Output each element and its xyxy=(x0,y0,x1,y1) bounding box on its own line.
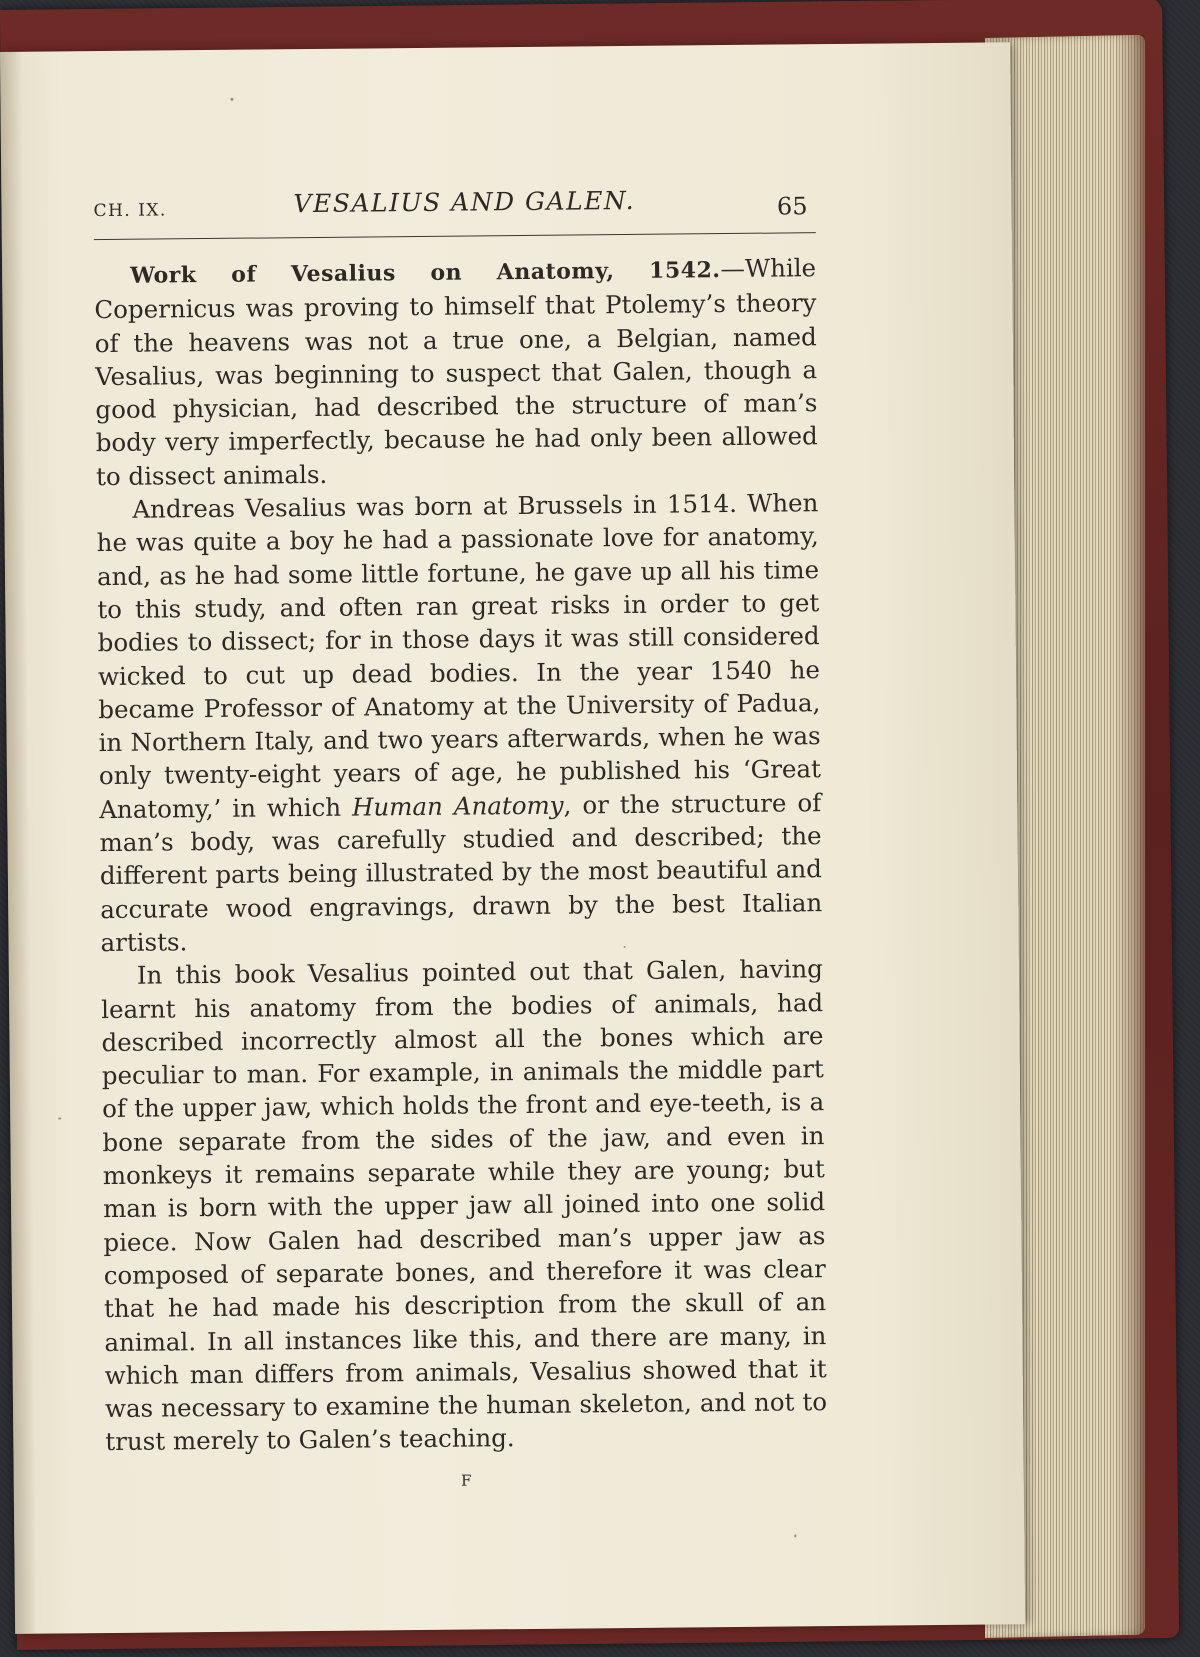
paragraph-1-text: —While Copernicus was proving to himself that Ptolemy’s theory of the heavens was not a true one, a Belgian, named Vesalius, was beginning to suspect that Galen, though a good physician, had described the structure of man’s body very imperfectly, because he had only been allowed to dissect animals. xyxy=(94,253,818,491)
running-title: VESALIUS AND GALEN. xyxy=(293,185,636,219)
paragraph-2 xyxy=(96,486,822,959)
chapter-label: CH. IX. xyxy=(93,200,167,222)
header-rule xyxy=(94,232,816,240)
page-content xyxy=(93,184,827,1493)
body-text xyxy=(94,251,827,1459)
paragraph-3-text: In this book Vesalius pointed out that Galen, having learnt his anatomy from the bodies of animals, had described incorrectly almost all the bones which are peculiar to man. For example, in animals the middle part of the upper jaw, which holds the front and eye-teeth, is a bone separate from the sides of the jaw, and even in monkeys it remains separate while they are young; but man is born with the upper jaw all joined into one solid piece. Now Galen had described man’s upper jaw as composed of separate bones, and therefore it was clear that he had made his description from the skull of an animal. In all instances like this, and there are many, in which man differs from animals, Vesalius showed that it was necessary to examine the human skeleton, and not to trust merely to Galen’s teaching. xyxy=(101,954,828,1457)
paragraph-2-text-b: , or the structure of man’s body, was carefully studied and described; the different parts being illustrated by the most beautiful and accurate wood engravings, drawn by the best Italian artists. xyxy=(99,787,823,958)
page-number: 65 xyxy=(776,192,808,221)
italic-phrase: Human Anatomy xyxy=(351,790,564,822)
running-head xyxy=(93,184,815,231)
paragraph-2-text-a: Andreas Vesalius was born at Brussels in 1514. When he was quite a boy he had a passionate love for anatomy, and, as he had some little fortune, he gave up all his time to this study, and often ran great risks in order to get bodies to dissect; for in those days it was still considered wicked to cut up dead bodies. In the year 1540 he became Professor of Anatomy at the University of Padua, in Northern Italy, and two years afterwards, when he was only twenty-eight years of age, he published his ‘Great Anatomy,’ in which xyxy=(96,488,822,824)
paragraph-3 xyxy=(101,952,828,1458)
book-page xyxy=(0,42,1025,1634)
section-heading: Work of Vesalius on Anatomy, 1542. xyxy=(130,257,721,289)
paragraph-1 xyxy=(94,251,818,493)
signature-mark: F xyxy=(460,1471,473,1490)
